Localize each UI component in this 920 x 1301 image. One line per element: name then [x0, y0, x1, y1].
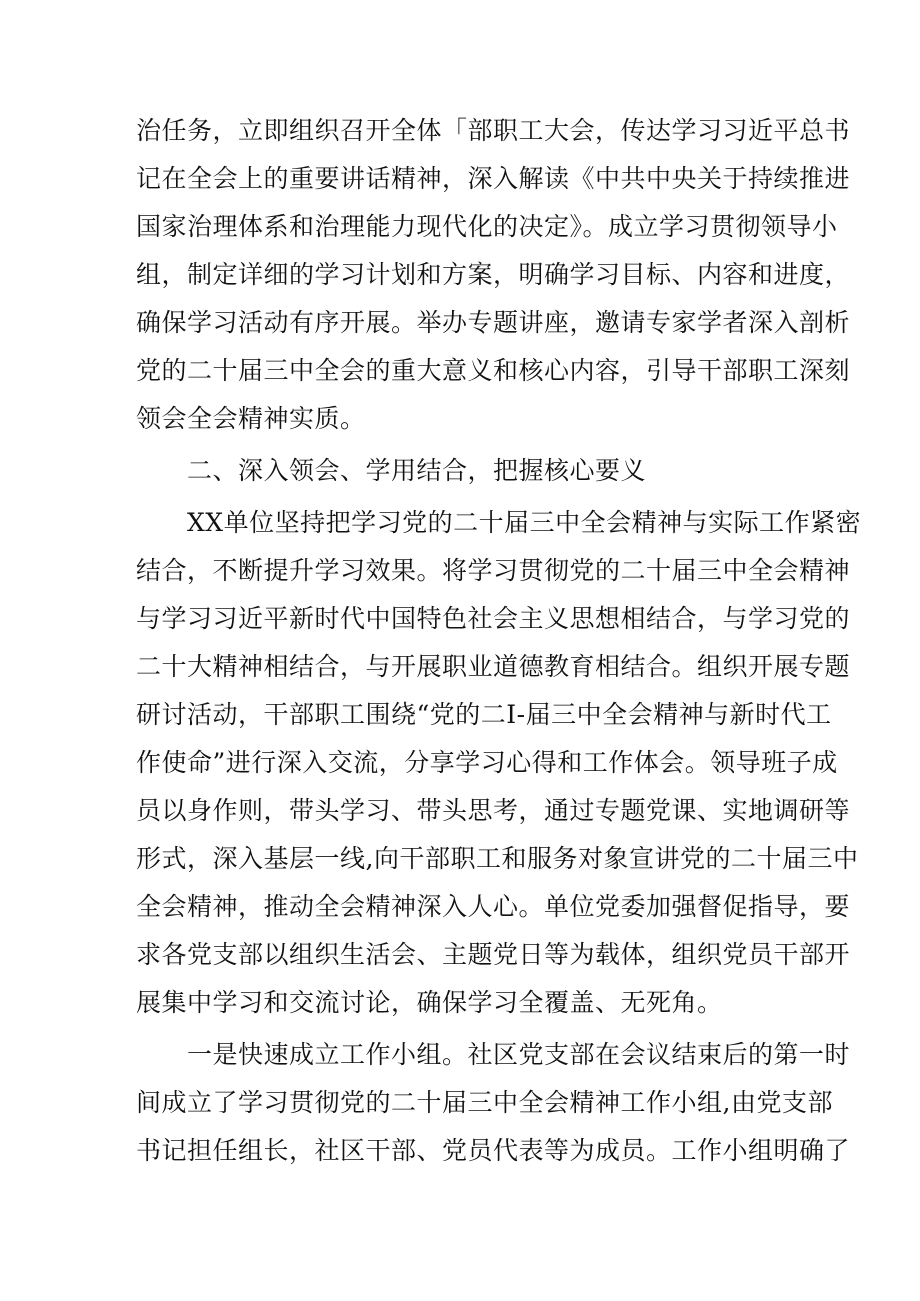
text-line: XX单位坚持把学习党的二十届三中全会精神与实际工作紧密 — [136, 508, 862, 537]
text-line: 求各党支部以组织生活会、主题党日等为载体，组织党员干部开 — [136, 940, 851, 969]
text-line: 组，制定详细的学习计划和方案，明确学习目标、内容和进度， — [136, 260, 851, 289]
text-line: 间成立了学习贯彻党的二十届三中全会精神工作小组,由党支部 — [136, 1088, 833, 1117]
text-line: 与学习习近平新时代中国特色社会主义思想相结合，与学习党的 — [136, 604, 851, 633]
text-line: 展集中学习和交流讨论，确保学习全覆盖、无死角。 — [136, 988, 723, 1017]
paragraph-2 — [136, 499, 862, 1027]
text-line: 员以身作则，带头学习、带头思考，通过专题党课、实地调研等 — [136, 796, 851, 825]
paragraph-3 — [136, 1031, 851, 1175]
text-line: 治任务，立即组织召开全体「部职工大会，传达学习习近平总书 — [136, 116, 851, 145]
text-line: 党的二十届三中全会的重大意义和核心内容，引导干部职工深刻 — [136, 356, 851, 385]
text-line: 记在全会上的重要讲话精神，深入解读《中共中央关于持续推进 — [136, 164, 851, 193]
section-heading-2 — [136, 447, 796, 495]
text-line: 一是快速成立工作小组。社区党支部在会议结束后的第一时 — [136, 1040, 851, 1069]
text-line: 国家治理体系和治理能力现代化的决定》。成立学习贯彻领导小 — [136, 212, 838, 241]
text-line: 确保学习活动有序开展。举办专题讲座，邀请专家学者深入剖析 — [136, 308, 851, 337]
document-body — [136, 107, 862, 1175]
text-line: 书记担任组长，社区干部、党员代表等为成员。工作小组明确了 — [136, 1136, 851, 1165]
text-line: 研讨活动，干部职工围绕“党的二I-届三中全会精神与新时代工 — [136, 700, 832, 729]
text-line: 作使命”进行深入交流，分享学习心得和工作体会。领导班子成 — [136, 748, 838, 777]
text-line: 形式，深入基层一线,向干部职工和服务对象宣讲党的二十届三中 — [136, 844, 859, 873]
text-line: 全会精神，推动全会精神深入人心。单位党委加强督促指导，要 — [136, 892, 851, 921]
heading-line: 二、深入领会、学用结合，把握核心要义 — [136, 456, 647, 485]
text-line: 二十大精神相结合，与开展职业道德教育相结合。组织开展专题 — [136, 652, 851, 681]
paragraph-1 — [136, 107, 851, 443]
text-line: 领会全会精神实质。 — [136, 404, 366, 433]
text-line: 结合，不断提升学习效果。将学习贯彻党的二十届三中全会精神 — [136, 556, 851, 585]
